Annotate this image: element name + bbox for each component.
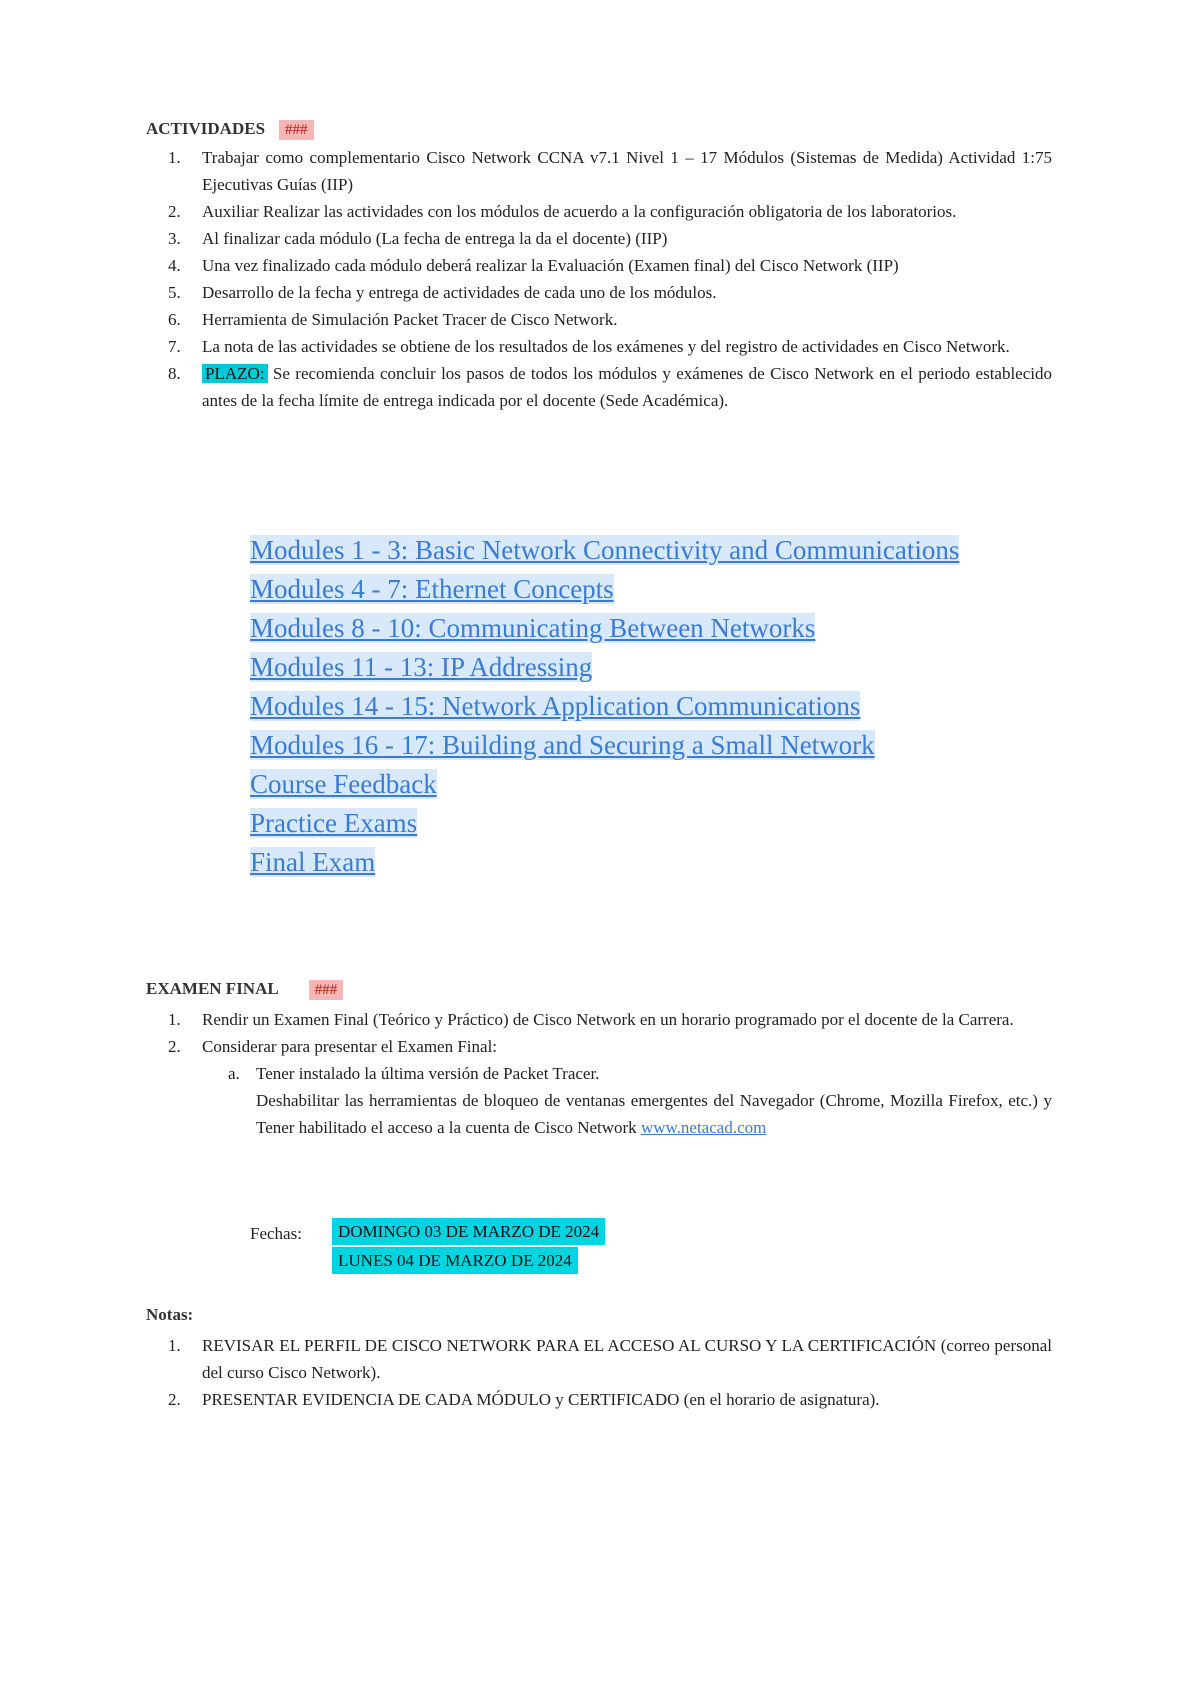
module-link-4-7[interactable]: Modules 4 - 7: Ethernet Concepts [250, 574, 614, 604]
section-heading-activities [146, 119, 314, 140]
list-item: 6. Herramienta de Simulación Packet Tracer de Cisco Network. [168, 310, 618, 329]
list-item: 2. Auxiliar Realizar las actividades con los módulos de acuerdo a la configuración obligatoria de los laboratorios. [168, 202, 957, 221]
list-item: 1. Trabajar como complementario Cisco Network CCNA v7.1 Nivel 1 – 17 Módulos (Sistemas de Medida) Actividad 1:75 Ejecutivas Guías (IIP) [168, 148, 1052, 194]
list-item: 1. REVISAR EL PERFIL DE CISCO NETWORK PARA EL ACCESO AL CURSO Y LA CERTIFICACIÓN (correo personal del curso Cisco Network). [168, 1336, 1052, 1382]
highlight-label: PLAZO: [202, 364, 268, 383]
list-item: 3. Al finalizar cada módulo (La fecha de entrega la da el docente) (IIP) [168, 229, 668, 248]
note-paragraph: Deshabilitar las herramientas de bloqueo de ventanas emergentes del Navegador (Chrome, Mozilla Firefox, etc.) y Tener habilitado el acceso a la cuenta de Cisco Network www.netacad.com [256, 1091, 1052, 1137]
status-badge: ### [309, 980, 344, 1000]
final-exam-list [146, 1006, 1052, 1141]
list-item: 4. Una vez finalizado cada módulo deberá realizar la Evaluación (Examen final) del Cisco Network (IIP) [168, 256, 899, 275]
section-title: Notas: [146, 1305, 194, 1324]
notes-list [146, 1332, 1052, 1413]
exam-date: LUNES 04 DE MARZO DE 2024 [332, 1247, 578, 1274]
course-feedback-link[interactable]: Course Feedback [250, 769, 437, 799]
module-link-14-15[interactable]: Modules 14 - 15: Network Application Communications [250, 691, 861, 721]
exam-date: DOMINGO 03 DE MARZO DE 2024 [332, 1218, 605, 1245]
netacad-link[interactable]: www.netacad.com [640, 1118, 767, 1137]
sub-list-item: a. Tener instalado la última versión de Packet Tracer. [228, 1064, 600, 1083]
module-link-16-17[interactable]: Modules 16 - 17: Building and Securing a Small Network [250, 730, 875, 760]
list-item: 7. La nota de las actividades se obtiene de los resultados de los exámenes y del registro de actividades en Cisco Network. [168, 337, 1010, 356]
dates-label: Fechas: [250, 1224, 302, 1243]
final-exam-link[interactable]: Final Exam [250, 847, 376, 877]
section-heading-final-exam [146, 979, 343, 1000]
section-title: ACTIVIDADES [146, 119, 266, 138]
list-item: 2. PRESENTAR EVIDENCIA DE CADA MÓDULO y CERTIFICADO (en el horario de asignatura). [168, 1390, 880, 1409]
module-link-8-10[interactable]: Modules 8 - 10: Communicating Between Networks [250, 613, 816, 643]
section-title: EXAMEN FINAL [146, 979, 279, 998]
practice-exams-link[interactable]: Practice Exams [250, 808, 418, 838]
list-item: 5. Desarrollo de la fecha y entrega de actividades de cada uno de los módulos. [168, 283, 717, 302]
status-badge: ### [279, 120, 314, 140]
section-heading-notes [146, 1305, 193, 1325]
list-item: 2. Considerar para presentar el Examen Final: a. Tener instalado la última versión de Packet Tracer. Deshabilitar las herramientas de bloqueo de ventanas emergentes del Navegador (Chrome, Mozilla Firefox, etc.) y Tener habilitado el acceso a la cuenta de Cisco Network www.netacad.com [146, 1033, 1052, 1141]
module-link-1-3[interactable]: Modules 1 - 3: Basic Network Connectivity and Communications [250, 535, 960, 565]
list-item: 8. PLAZO: Se recomienda concluir los pasos de todos los módulos y exámenes de Cisco Network en el periodo establecido antes de la fecha límite de entrega indicada por el docente (Sede Académica). [168, 364, 1052, 410]
activities-list [146, 144, 1052, 414]
list-item: 1. Rendir un Examen Final (Teórico y Práctico) de Cisco Network en un horario programado por el docente de la Carrera. [168, 1010, 1014, 1029]
module-links [250, 531, 1010, 882]
module-link-11-13[interactable]: Modules 11 - 13: IP Addressing [250, 652, 593, 682]
